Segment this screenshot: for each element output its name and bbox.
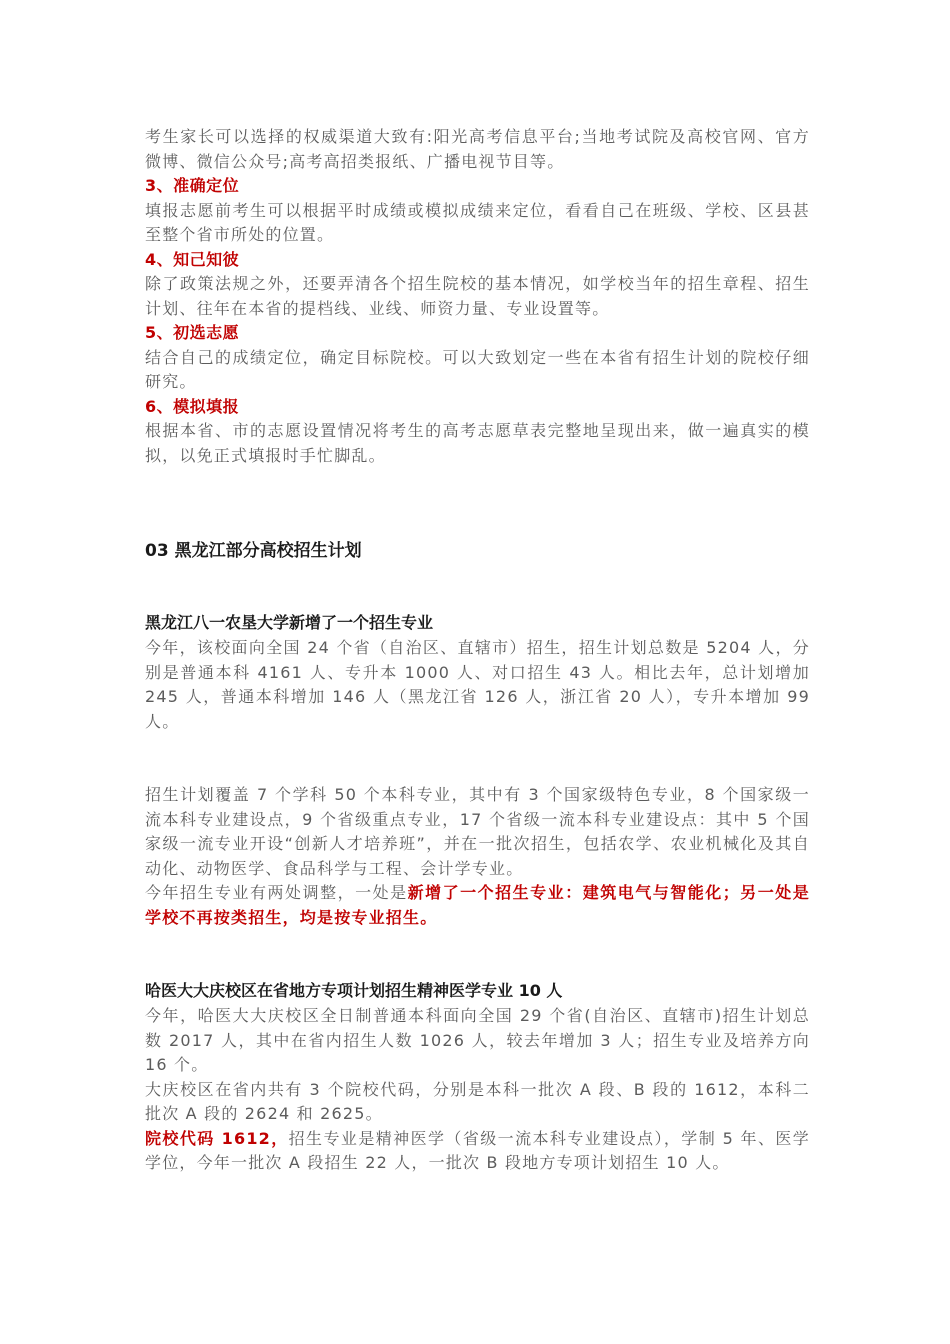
step-3-heading: 3、准确定位: [145, 176, 240, 195]
school2-title: 哈医大大庆校区在省地方专项计划招生精神医学专业 10 人: [145, 981, 563, 1000]
step-4-heading: 4、知己知彼: [145, 249, 240, 269]
step-4-body: 除了政策法规之外，还要弄清各个招生院校的基本情况，如学校当年的招生章程、招生计划、往年在本省的提档线、业线、师资力量、专业设置等。: [145, 274, 810, 318]
step-5-heading: 5、初选志愿: [145, 323, 240, 342]
step-6-heading: 6、模拟填报: [145, 396, 240, 416]
school2-paragraph-1: 今年，哈医大大庆校区全日制普通本科面向全国 29 个省(自治区、直辖市)招生计划总数 2017 人，其中在省内招生人数 1026 人，较去年增加 3 人；招生专业及培养方向 16 个。: [145, 1006, 810, 1074]
step-5-body: 结合自己的成绩定位，确定目标院校。可以大致划定一些在本省有招生计划的院校仔细研究。: [145, 347, 810, 391]
school1-title: 黑龙江八一农垦大学新增了一个招生专业: [145, 613, 434, 632]
section-title: 03 黑龙江部分高校招生计划: [145, 541, 362, 561]
school2-paragraph-3: [145, 1127, 810, 1176]
school2-p3-highlight: 院校代码 1612，: [145, 1128, 289, 1148]
school1-paragraph-1: 今年，该校面向全国 24 个省（自治区、直辖市）招生，招生计划总数是 5204 人，分别是普通本科 4161 人、专升本 1000 人、对口招生 43 人。相比去年，总计划增加 245 人，普通本科增加 146 人（黑龙江省 126 人，浙江省 20 人），专升本增加 99 人。: [145, 638, 810, 731]
intro-paragraph: 考生家长可以选择的权威渠道大致有:阳光高考信息平台;当地考试院及高校官网、官方微博、微信公众号;高考高招类报纸、广播电视节目等。: [145, 127, 810, 171]
document-content: [145, 125, 810, 1176]
step-6-body: 根据本省、市的志愿设置情况将考生的高考志愿草表完整地呈现出来，做一遍真实的模拟，以免正式填报时手忙脚乱。: [145, 421, 810, 465]
school1-paragraph-2: 招生计划覆盖 7 个学科 50 个本科专业，其中有 3 个国家级特色专业，8 个国家级一流本科专业建设点，9 个省级重点专业，17 个省级一流本科专业建设点：其中 5 个国家级一流专业开设“创新人才培养班”，并在一批次招生，包括农学、农业机械化及其自动化、动物医学、食品科学与工程、会计学专业。: [145, 785, 810, 878]
step-3-body: 填报志愿前考生可以根据平时成绩或模拟成绩来定位，看看自己在班级、学校、区县甚至整个省市所处的位置。: [145, 200, 810, 244]
school2-p3-rest: 招生专业是精神医学（省级一流本科专业建设点），学制 5 年、医学学位，今年一批次 A 段招生 22 人，一批次 B 段地方专项计划招生 10 人。: [145, 1128, 810, 1172]
school1-p3-prefix: 今年招生专业有两处调整，一处是: [145, 883, 408, 902]
school1-p3-highlight: 新增了一个招生专业：建筑电气与智能化；另一处是学校不再按类招生，均是按专业招生。: [145, 883, 810, 927]
school2-paragraph-2: 大庆校区在省内共有 3 个院校代码，分别是本科一批次 A 段、B 段的 1612，本科二批次 A 段的 2624 和 2625。: [145, 1079, 810, 1123]
school1-paragraph-3: [145, 881, 810, 930]
